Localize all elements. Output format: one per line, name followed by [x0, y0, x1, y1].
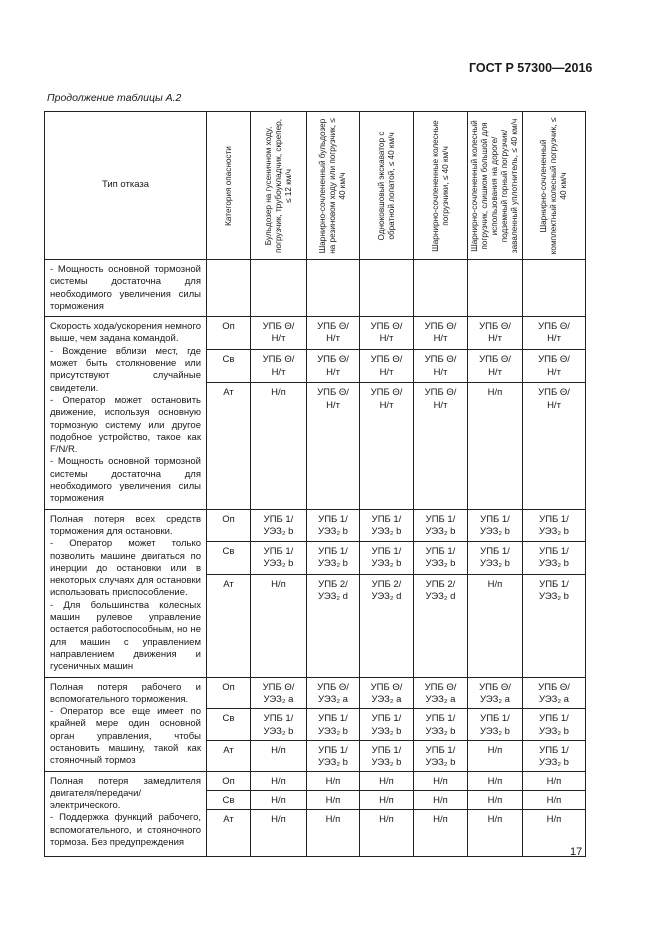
- failure-description: Скорость хода/ускорения немного выше, чем задана командой. - Вождение вблизи мест, где может быть столкновение или присутствуют случайные свидетели. - Оператор может остановить движение, используя основную тормозную систему или другое подобное устройство, такое как F/N/R. - Мощность основной тормозной системы достаточна для необходимого увеличения силы торможения: [45, 317, 207, 509]
- table-row: [45, 509, 586, 542]
- requirement-cell: УПБ Θ/ Н/т: [523, 383, 586, 509]
- column-header-failure-type: Тип отказа: [45, 112, 207, 260]
- column-header-hazard-category: Категория опасности: [207, 112, 251, 260]
- standard-number: ГОСТ Р 57300—2016: [469, 61, 593, 75]
- requirement-cell: Н/п: [523, 790, 586, 809]
- requirement-cell: УПБ Θ/ Н/т: [523, 317, 586, 350]
- requirement-cell: Н/п: [468, 790, 523, 809]
- column-header-backhoe-excavator: Одноковшовый экскаватор с обратной лопатой, ≤ 40 км/ч: [360, 112, 414, 260]
- requirement-cell: УПБ Θ/ Н/т: [468, 350, 523, 383]
- requirement-cell: УПБ Θ/ Н/т: [468, 317, 523, 350]
- requirement-cell: Н/п: [251, 741, 307, 771]
- requirement-cell: УПБ Θ/ УЭЗ₂ a: [414, 677, 468, 709]
- requirement-cell: Н/п: [360, 790, 414, 809]
- requirement-cell: УПБ 1/ УЭЗ₂ b: [414, 509, 468, 542]
- requirement-cell: Н/п: [360, 771, 414, 790]
- failure-description: Полная потеря всех средств торможения для остановки. - Оператор может только позволить машине двигаться по инерции до остановки или в некоторых случаях для остановки использовать приспособление. - Для большинства колесных машин рулевое управление остается работоспособным, но не для машин с управлением направлением движения и гусеничных машин: [45, 509, 207, 677]
- requirement-cell: Н/п: [523, 809, 586, 856]
- hazard-category-cell: Св: [207, 790, 251, 809]
- hazard-category-cell: Ат: [207, 383, 251, 509]
- requirement-cell: Н/п: [251, 809, 307, 856]
- table-row: [45, 317, 586, 350]
- requirement-cell: УПБ 2/ УЭЗ₂ d: [360, 574, 414, 677]
- hazard-category-cell: Ат: [207, 574, 251, 677]
- requirement-cell: УПБ Θ/ Н/т: [251, 350, 307, 383]
- hazard-category-cell: Св: [207, 542, 251, 575]
- requirement-cell: УПБ 1/ УЭЗ₂ b: [468, 542, 523, 575]
- requirement-cell: [468, 260, 523, 317]
- requirement-cell: Н/п: [251, 574, 307, 677]
- requirement-cell: Н/п: [414, 771, 468, 790]
- failure-description: Полная потеря замедлителя двигателя/передачи/электрического. - Поддержка функций рабочего, вспомогательного, и стояночного тормоза. Без предупреждения: [45, 771, 207, 856]
- hazard-table: [44, 111, 586, 857]
- requirement-cell: УПБ Θ/ Н/т: [307, 383, 360, 509]
- requirement-cell: [523, 260, 586, 317]
- requirement-cell: Н/п: [307, 809, 360, 856]
- requirement-cell: Н/п: [468, 809, 523, 856]
- requirement-cell: УПБ Θ/ УЭЗ₂ a: [468, 677, 523, 709]
- requirement-cell: Н/п: [523, 771, 586, 790]
- requirement-cell: УПБ 2/ УЭЗ₂ d: [307, 574, 360, 677]
- requirement-cell: УПБ 1/ УЭЗ₂ b: [307, 741, 360, 771]
- requirement-cell: Н/п: [468, 383, 523, 509]
- requirement-cell: УПБ 1/ УЭЗ₂ b: [523, 709, 586, 741]
- requirement-cell: УПБ Θ/ Н/т: [414, 350, 468, 383]
- requirement-cell: Н/п: [307, 771, 360, 790]
- hazard-category-cell: Св: [207, 350, 251, 383]
- requirement-cell: УПБ 1/ УЭЗ₂ b: [523, 574, 586, 677]
- hazard-category-cell: Ат: [207, 741, 251, 771]
- requirement-cell: УПБ 1/ УЭЗ₂ b: [360, 509, 414, 542]
- requirement-cell: УПБ Θ/ Н/т: [307, 317, 360, 350]
- table-row: [45, 260, 586, 317]
- hazard-category-cell: Св: [207, 709, 251, 741]
- column-header-articulated-loaders: Шарнирно-сочлененные колесные погрузчики, ≤ 40 км/ч: [414, 112, 468, 260]
- requirement-cell: Н/п: [414, 809, 468, 856]
- requirement-cell: [360, 260, 414, 317]
- column-header-articulated-bulldozer: Шарнирно-сочлененный бульдозер на резиновом ходу или погрузчик, ≤ 40 км/ч: [307, 112, 360, 260]
- hazard-category-cell: [207, 260, 251, 317]
- requirement-cell: Н/п: [251, 790, 307, 809]
- requirement-cell: УПБ Θ/ УЭЗ₂ a: [251, 677, 307, 709]
- hazard-category-cell: Оп: [207, 771, 251, 790]
- requirement-cell: Н/п: [307, 790, 360, 809]
- requirement-cell: УПБ 1/ УЭЗ₂ b: [307, 709, 360, 741]
- failure-description: Полная потеря рабочего и вспомогательного торможения. - Оператор все еще имеет по крайней мере один основной орган управления, чтобы остановить машину, такой как стояночный тормоз: [45, 677, 207, 771]
- hazard-category-cell: Оп: [207, 677, 251, 709]
- requirement-cell: УПБ 1/ УЭЗ₂ b: [307, 509, 360, 542]
- requirement-cell: [251, 260, 307, 317]
- requirement-cell: УПБ 1/ УЭЗ₂ b: [414, 741, 468, 771]
- requirement-cell: Н/п: [251, 771, 307, 790]
- requirement-cell: УПБ Θ/ Н/т: [360, 383, 414, 509]
- requirement-cell: [414, 260, 468, 317]
- requirement-cell: УПБ 1/ УЭЗ₂ b: [360, 542, 414, 575]
- requirement-cell: Н/п: [468, 574, 523, 677]
- requirement-cell: УПБ 1/ УЭЗ₂ b: [360, 709, 414, 741]
- requirement-cell: УПБ 1/ УЭЗ₂ b: [414, 542, 468, 575]
- requirement-cell: УПБ Θ/ Н/т: [523, 350, 586, 383]
- column-header-crawler-bulldozer: Бульдозер на гусеничном ходу, погрузчик, трубоукладчик, скрепер, ≤ 12 км/ч: [251, 112, 307, 260]
- requirement-cell: Н/п: [414, 790, 468, 809]
- header-row: [45, 112, 586, 260]
- failure-description: - Мощность основной тормозной системы достаточна для необходимого увеличения силы торможения: [45, 260, 207, 317]
- requirement-cell: УПБ Θ/ Н/т: [414, 383, 468, 509]
- table-row: [45, 771, 586, 790]
- requirement-cell: [307, 260, 360, 317]
- requirement-cell: УПБ Θ/ УЭЗ₂ a: [360, 677, 414, 709]
- table-row: [45, 677, 586, 709]
- requirement-cell: УПБ Θ/ Н/т: [360, 350, 414, 383]
- requirement-cell: Н/п: [251, 383, 307, 509]
- requirement-cell: УПБ Θ/ Н/т: [251, 317, 307, 350]
- table-caption: Продолжение таблицы А.2: [47, 92, 182, 104]
- hazard-category-cell: Оп: [207, 509, 251, 542]
- requirement-cell: УПБ 1/ УЭЗ₂ b: [360, 741, 414, 771]
- requirement-cell: УПБ 1/ УЭЗ₂ b: [468, 509, 523, 542]
- requirement-cell: УПБ 1/ УЭЗ₂ b: [251, 709, 307, 741]
- requirement-cell: УПБ 1/ УЭЗ₂ b: [414, 709, 468, 741]
- requirement-cell: УПБ 1/ УЭЗ₂ b: [251, 509, 307, 542]
- requirement-cell: Н/п: [360, 809, 414, 856]
- hazard-category-cell: Ат: [207, 809, 251, 856]
- requirement-cell: УПБ 1/ УЭЗ₂ b: [523, 741, 586, 771]
- requirement-cell: Н/п: [468, 741, 523, 771]
- requirement-cell: УПБ 1/ УЭЗ₂ b: [307, 542, 360, 575]
- requirement-cell: УПБ Θ/ УЭЗ₂ a: [523, 677, 586, 709]
- requirement-cell: УПБ 1/ УЭЗ₂ b: [468, 709, 523, 741]
- requirement-cell: УПБ Θ/ Н/т: [414, 317, 468, 350]
- requirement-cell: УПБ Θ/ Н/т: [360, 317, 414, 350]
- table-body: [45, 260, 586, 857]
- column-header-large-loader: Шарнирно-сочлененный колесный погрузчик, слишком большой для использования на дороге/подземный горный погрузчик/заваленный уплотнитель, ≤ 40 км/ч: [468, 112, 523, 260]
- column-header-compact-loader: Шарнирно-сочлененный комплектный колесный погрузчик, ≤ 40 км/ч: [523, 112, 586, 260]
- hazard-category-cell: Оп: [207, 317, 251, 350]
- requirement-cell: УПБ 1/ УЭЗ₂ b: [523, 542, 586, 575]
- requirement-cell: УПБ Θ/ УЭЗ₂ a: [307, 677, 360, 709]
- requirement-cell: Н/п: [468, 771, 523, 790]
- page-number: 17: [570, 846, 583, 858]
- requirement-cell: УПБ 1/ УЭЗ₂ b: [523, 509, 586, 542]
- requirement-cell: УПБ Θ/ Н/т: [307, 350, 360, 383]
- requirement-cell: УПБ 1/ УЭЗ₂ b: [251, 542, 307, 575]
- requirement-cell: УПБ 2/ УЭЗ₂ d: [414, 574, 468, 677]
